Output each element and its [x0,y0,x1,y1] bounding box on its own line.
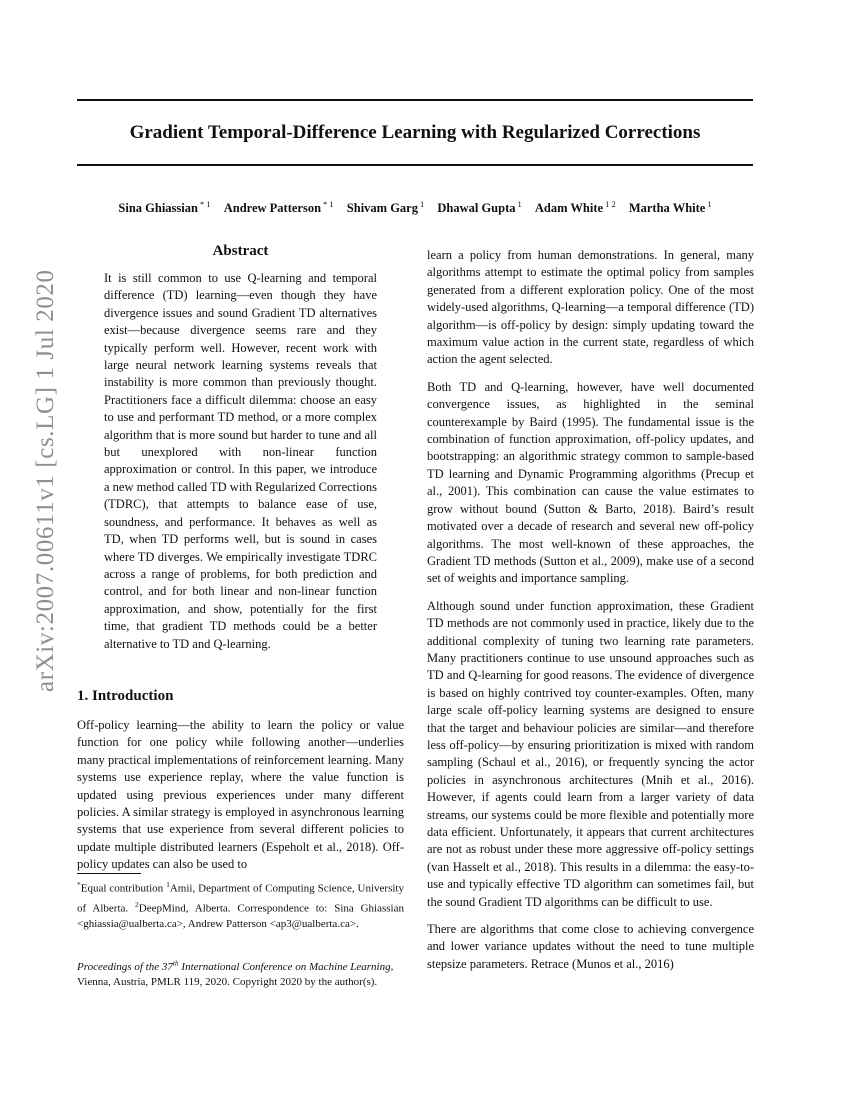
body-paragraph: Although sound under function approximation, these Gradient TD methods are not commonly used in practice, likely due to the additional complexity of tuning two learning rate parameters. Many practitioners continue to use unsound approaches such as TD and Q-learning for good reasons. The evidence of divergence is based on highly contrived toy counter-examples. Often, many large scale off-policy learning systems are designed to ensure that the target and behaviour policies are similar—and therefore less off-policy—by ensuring prioritization is mixed with random sampling (Schaul et al., 2016), or frequently syncing the actor policies in asynchronous architectures (Mnih et al., 2016). However, if agents could learn from a larger variety of data streams, our systems could be more flexible and potentially more data efficient. Unfortunately, it appears that current architectures are not as robust under these more aggressive off-policy settings (van Hasselt et al., 2018). This results in a dilemma: the easy-to-use and typically effective TD algorithm can sometimes fail, but the sound Gradient TD algorithms can be difficult to use. [427,598,754,909]
author-list [77,195,753,217]
footnote-text: Equal contribution [80,882,167,895]
author [629,201,712,215]
author-name: Andrew Patterson [223,201,322,216]
author-name: Sina Ghiassian [118,201,198,216]
body-paragraph: There are algorithms that come close to achieving convergence and lower variance updates without the need to tune multiple stepsize parameters. Retrace (Munos et al., 2016) [427,922,754,971]
introduction-heading: 1. Introduction [77,688,174,704]
proceedings-text: International Conference on Machine Learning [178,960,391,973]
author [118,201,210,215]
author-affiliation: 1 [517,199,522,209]
paper-title: Gradient Temporal-Difference Learning with Regularized Corrections [129,122,701,143]
arxiv-identifier: arXiv:2007.00611v1 [cs.LG] 1 Jul 2020 [32,269,59,692]
introduction-text: Off-policy learning—the ability to learn the policy or value function for one policy while following another—underlies many practical implementations of reinforcement learning. Many systems use experience replay, where the value function is updated using previous experiences under many different policies. A similar strategy is employed in asynchronous learning systems that use experience from several different policies to update multiple distributed learners (Espeholt et al., 2018). Off-policy updates can also be used to [77,718,404,872]
body-paragraph: Both TD and Q-learning, however, have well documented convergence issues, as highlighted in the seminal counterexample by Baird (1995). The fundamental issue is the combination of function approximation, off-policy updates, and bootstrapping: an algorithmic strategy common to sample-based TD learning and Dynamic Programming algorithms (Precup et al., 2001). This combination can cause the value estimates to grow without bound (Sutton & Barto, 2018). Baird’s result motivated over a decade of research and several new off-policy algorithms. The most well-known of these approaches, the Gradient TD methods (Sutton et al., 2009), make use of a second set of weights and importance sampling. [427,379,754,586]
author-name: Dhawal Gupta [437,201,516,216]
author-affiliation: 1 [419,199,425,209]
proceedings-note [77,955,404,990]
body-paragraph: learn a policy from human demonstrations. In general, many algorithms attempt to estimate the optimal policy from samples generated from a different exploration policy. One of the most widely-used algorithms, Q-learning—a temporal difference (TD) algorithm—is off-policy by design: simply updating toward the maximum value action in the current state, regardless of which action the agent selected. [427,248,754,367]
proceedings-ordinal: th [172,958,179,967]
footnote-text: Amii, Department of Computing Science, University of Alberta. [77,882,404,915]
author [535,201,616,215]
author [347,201,424,215]
author [224,201,334,215]
proceedings-text: , Vienna, Austria, PMLR 119, 2020. Copyright 2020 by the author(s). [77,960,394,988]
author-affiliation: 1 [707,199,712,209]
right-column [427,247,754,983]
affiliation-marker: 1 [166,880,170,889]
title-bottom-rule [77,164,753,166]
title-top-rule [77,99,753,101]
author-affiliation: 1 2 [605,199,616,209]
author-affiliation: * 1 [323,199,334,209]
author-affiliation: * 1 [199,199,211,209]
footnote-marker: * [77,880,81,889]
footnote [77,877,404,932]
proceedings-venue [77,958,391,973]
footnote-rule [77,873,141,874]
proceedings-text: Proceedings of the 37 [77,960,173,973]
affiliation-marker: 2 [135,899,139,909]
footnote-text: DeepMind, Alberta. Correspondence to: Sina Ghiassian <ghiassia@ualberta.ca>, Andrew Patterson <ap3@ualberta.ca>. [77,902,404,930]
author [437,201,521,215]
author-name: Shivam Garg [346,201,418,216]
author-name: Adam White [534,201,604,216]
abstract-heading: Abstract [212,243,269,259]
author-name: Martha White [628,201,706,216]
abstract-text: It is still common to use Q-learning and temporal difference (TD) learning—even though they have divergence issues and sound Gradient TD alternatives exist—because divergence seems rare and they typically perform well. However, recent work with large neural network learning systems reveals that instability is more common than previously thought. Practitioners face a difficult dilemma: choose an easy to use and performant TD method, or a more complex algorithm that is more sound but harder to tune and all but unexplored with non-linear function approximation or control. In this paper, we introduce a new method called TD with Regularized Corrections (TDRC), that attempts to balance ease of use, soundness, and performance. It behaves as well as TD, when TD performs well, but is sound in cases where TD diverges. We empirically investigate TDRC across a range of problems, for both prediction and control, and for both linear and non-linear function approximation, and show, potentially for the first time, that gradient TD methods could be a better alternative to TD and Q-learning. [104,271,377,651]
